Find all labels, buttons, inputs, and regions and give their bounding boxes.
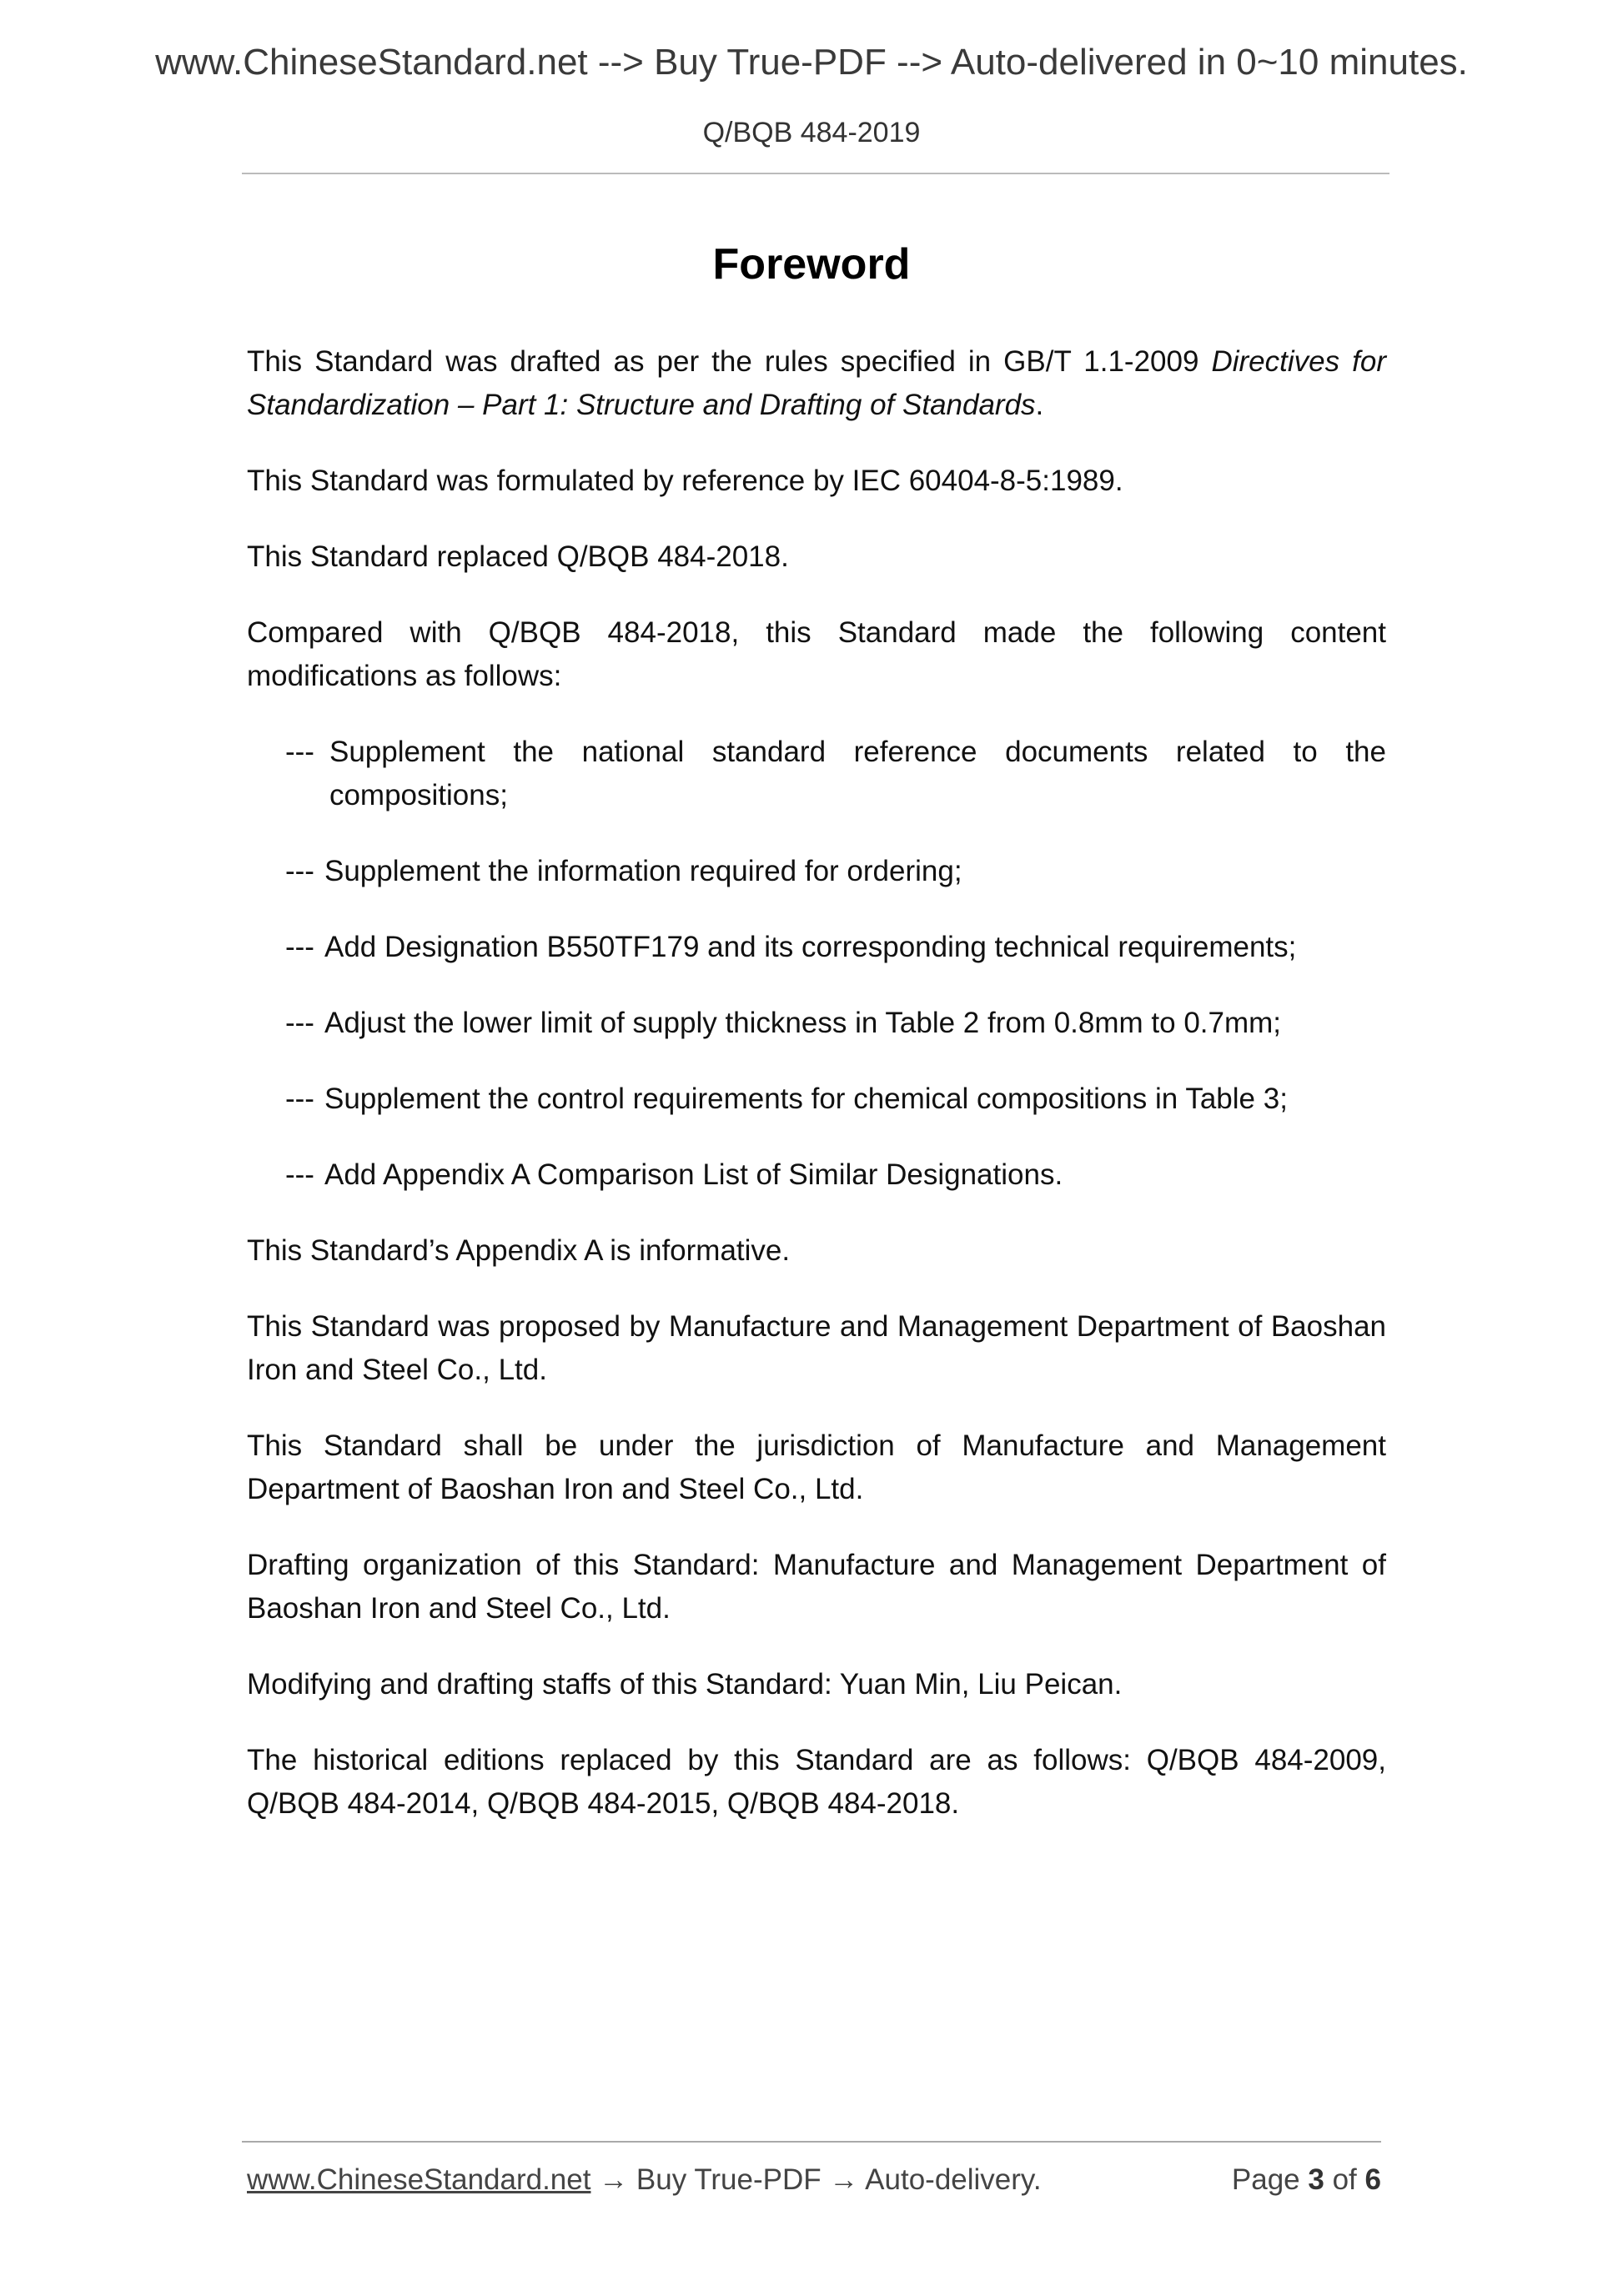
footer-tagline: → Buy True-PDF → Auto-delivery. (590, 2163, 1042, 2196)
list-item-text: Supplement the national standard reference documents related to the compositions; (329, 736, 1386, 811)
paragraph-proposed: This Standard was proposed by Manufacture and Management Department of Baoshan Iron and Steel Co., Ltd. (247, 1310, 1386, 1386)
footer-left (247, 2163, 1042, 2197)
page-current: 3 (1308, 2163, 1324, 2196)
list-dash: --- (285, 1158, 314, 1191)
foreword-body (247, 340, 1386, 1858)
modification-list (247, 731, 1386, 1197)
list-item-text: Supplement the information required for ordering; (324, 855, 962, 887)
page-label: Page (1231, 2163, 1300, 2196)
paragraph-historical-editions: The historical editions replaced by this Standard are as follows: Q/BQB 484-2009, Q/BQB 484-2014, Q/BQB 484-2015, Q/BQB 484-2018. (247, 1744, 1386, 1820)
list-item (285, 1002, 1386, 1045)
directive-title: Directives for Standardization – Part 1: Structure and Drafting of Standards (247, 345, 1386, 421)
page-total: 6 (1364, 2163, 1381, 2196)
paragraph-replaced: This Standard replaced Q/BQB 484-2018. (247, 540, 789, 573)
list-item-text: Add Appendix A Comparison List of Similar Designations. (324, 1158, 1063, 1191)
list-item-text: Supplement the control requirements for chemical compositions in Table 3; (324, 1083, 1288, 1115)
list-dash: --- (285, 1083, 314, 1115)
page-of: of (1332, 2163, 1357, 2196)
list-item (285, 1153, 1386, 1197)
list-dash: --- (285, 736, 314, 768)
list-item (285, 926, 1386, 969)
paragraph-compared: Compared with Q/BQB 484-2018, this Standard made the following content modifications as follows: (247, 616, 1386, 692)
paragraph-jurisdiction: This Standard shall be under the jurisdiction of Manufacture and Management Department of Baoshan Iron and Steel Co., Ltd. (247, 1429, 1386, 1505)
paragraph-drafting-rules (247, 340, 1386, 427)
page-indicator (1232, 2163, 1381, 2197)
list-dash: --- (285, 855, 314, 887)
footer-divider (242, 2141, 1381, 2143)
list-item (285, 850, 1386, 893)
header-divider (242, 173, 1389, 174)
list-item (285, 731, 1386, 817)
page-footer (247, 2163, 1381, 2197)
top-banner: www.ChineseStandard.net --> Buy True-PDF --> Auto-delivered in 0~10 minutes. (155, 42, 1468, 83)
list-item-text: Adjust the lower limit of supply thickness in Table 2 from 0.8mm to 0.7mm; (324, 1007, 1282, 1039)
list-item-text: Add Designation B550TF179 and its corresponding technical requirements; (324, 931, 1297, 963)
paragraph-end: . (1035, 389, 1044, 421)
paragraph-reference: This Standard was formulated by reference by IEC 60404-8-5:1989. (247, 465, 1123, 497)
footer-site-link[interactable]: www.ChineseStandard.net (247, 2163, 591, 2196)
paragraph-drafting-organization: Drafting organization of this Standard: Manufacture and Management Department of Baoshan Iron and Steel Co., Ltd. (247, 1549, 1386, 1625)
document-code: Q/BQB 484-2019 (702, 117, 921, 148)
page-title: Foreword (712, 240, 911, 289)
paragraph-drafting-staff: Modifying and drafting staffs of this Standard: Yuan Min, Liu Peican. (247, 1668, 1123, 1701)
list-dash: --- (285, 931, 314, 963)
list-dash: --- (285, 1007, 314, 1039)
paragraph-appendix: This Standard’s Appendix A is informative. (247, 1234, 791, 1267)
list-item (285, 1078, 1386, 1121)
paragraph-text: This Standard was drafted as per the rules specified in GB/T 1.1-2009 (247, 345, 1212, 378)
